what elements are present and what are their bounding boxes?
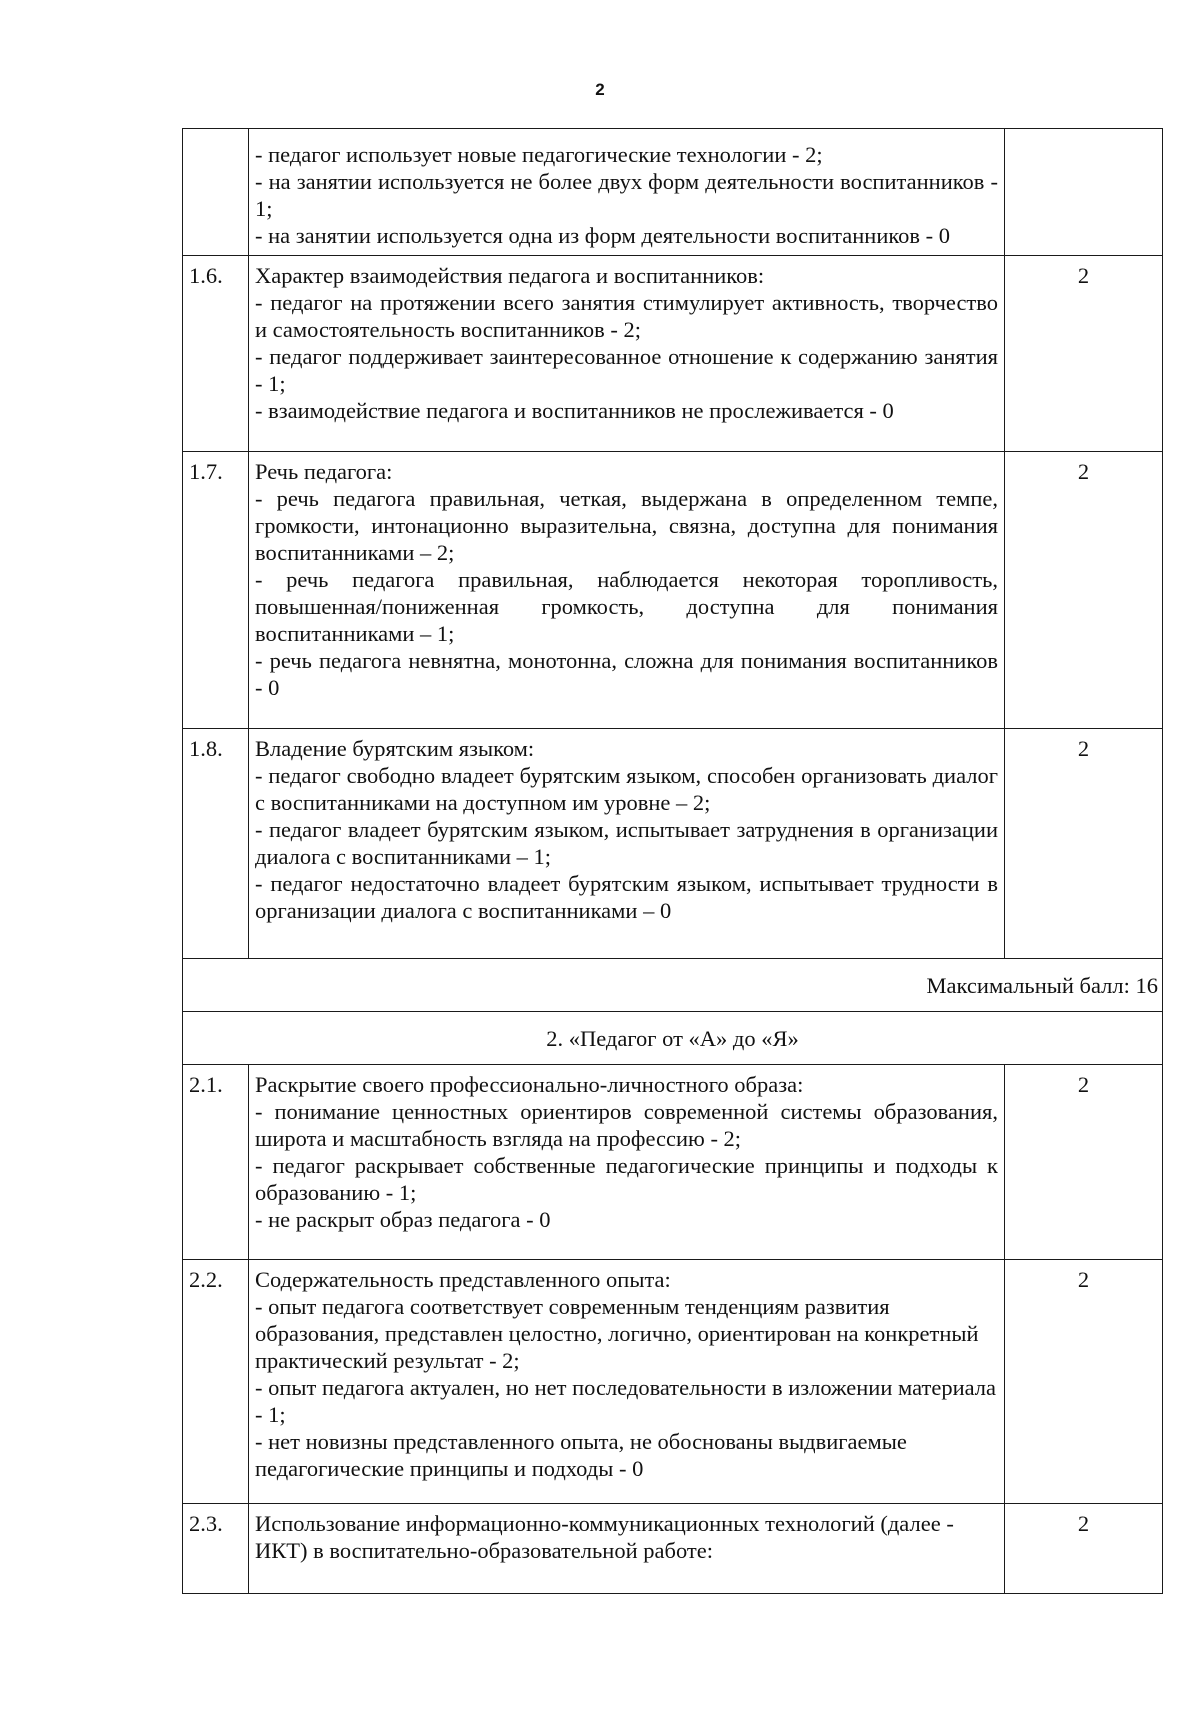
- table-row: [183, 452, 1163, 729]
- criteria-line: - опыт педагога актуален, но нет последовательности в изложении материала - 1;: [255, 1375, 997, 1427]
- max-score-row: [183, 959, 1163, 1012]
- max-score: Максимальный балл: 16: [183, 959, 1163, 1012]
- criteria-line: - взаимодействие педагога и воспитанников не прослеживается - 0: [255, 398, 894, 423]
- criteria-line: - нет новизны представленного опыта, не обоснованы выдвигаемые педагогические принципы и подходы - 0: [255, 1429, 907, 1481]
- criteria-title: Раскрытие своего профессионально-личностного образа:: [255, 1072, 804, 1097]
- row-criteria: [249, 256, 1005, 452]
- table-row: [183, 1065, 1163, 1260]
- criteria-line: - педагог свободно владеет бурятским языком, способен организовать диалог с воспитанниками на доступном им уровне – 2;: [255, 763, 998, 815]
- row-criteria: [249, 729, 1005, 959]
- criteria-line: - педагог поддерживает заинтересованное отношение к содержанию занятия - 1;: [255, 344, 998, 396]
- section-title: 2. «Педагог от «А» до «Я»: [183, 1012, 1163, 1065]
- criteria-line: - педагог недостаточно владеет бурятским языком, испытывает трудности в организации диалога с воспитанниками – 0: [255, 871, 998, 923]
- section-heading-row: [183, 1012, 1163, 1065]
- row-criteria: [249, 452, 1005, 729]
- criteria-line: - не раскрыт образ педагога - 0: [255, 1207, 551, 1232]
- criteria-line: - речь педагога правильная, четкая, выдержана в определенном темпе, громкости, интонационно выразительна, связна, доступна для понимания воспитанниками – 2;: [255, 486, 998, 565]
- criteria-line: - педагог на протяжении всего занятия стимулирует активность, творчество и самостоятельность воспитанников - 2;: [255, 290, 998, 342]
- row-number: 1.8.: [183, 729, 249, 959]
- row-number: [183, 129, 249, 256]
- criteria-line: - речь педагога невнятна, монотонна, сложна для понимания воспитанников - 0: [255, 648, 998, 700]
- table-row: [183, 256, 1163, 452]
- page-number: 2: [595, 80, 605, 99]
- row-number: 2.1.: [183, 1065, 249, 1260]
- criteria-title: Характер взаимодействия педагога и воспитанников:: [255, 263, 765, 288]
- criteria-line: - педагог раскрывает собственные педагогические принципы и подходы к образованию - 1;: [255, 1153, 998, 1205]
- row-score: 2: [1005, 729, 1163, 959]
- table-row: [183, 1504, 1163, 1594]
- row-criteria: [249, 129, 1005, 256]
- criteria-title: Речь педагога:: [255, 459, 393, 484]
- table-row: [183, 1260, 1163, 1504]
- criteria-line: - речь педагога правильная, наблюдается некоторая торопливость, повышенная/пониженная громкость, доступна для понимания воспитанниками – 1;: [255, 567, 998, 646]
- criteria-title: Владение бурятским языком:: [255, 736, 535, 761]
- criteria-line: - опыт педагога соответствует современным тенденциям развития образования, представлен целостно, логично, ориентирован на конкретный практический результат - 2;: [255, 1294, 979, 1373]
- row-score: 2: [1005, 1260, 1163, 1504]
- row-number: 2.2.: [183, 1260, 249, 1504]
- row-criteria: [249, 1065, 1005, 1260]
- row-criteria: [249, 1260, 1005, 1504]
- criteria-line: - педагог использует новые педагогические технологии - 2;: [255, 142, 823, 167]
- criteria-title: Содержательность представленного опыта:: [255, 1267, 671, 1292]
- row-score: 2: [1005, 452, 1163, 729]
- row-score: 2: [1005, 1504, 1163, 1594]
- row-number: 1.6.: [183, 256, 249, 452]
- row-criteria: [249, 1504, 1005, 1594]
- row-score: [1005, 129, 1163, 256]
- row-number: 1.7.: [183, 452, 249, 729]
- table-row: [183, 729, 1163, 959]
- row-score: 2: [1005, 1065, 1163, 1260]
- criteria-table: [182, 128, 1163, 1594]
- criteria-line: - понимание ценностных ориентиров современной системы образования, широта и масштабность взгляда на профессию - 2;: [255, 1099, 998, 1151]
- criteria-line: - на занятии используется одна из форм деятельности воспитанников - 0: [255, 223, 951, 248]
- criteria-line: - на занятии используется не более двух форм деятельности воспитанников - 1;: [255, 169, 998, 221]
- criteria-line: - педагог владеет бурятским языком, испытывает затруднения в организации диалога с воспитанниками – 1;: [255, 817, 998, 869]
- row-number: 2.3.: [183, 1504, 249, 1594]
- table-row: [183, 129, 1163, 256]
- row-score: 2: [1005, 256, 1163, 452]
- criteria-title: Использование информационно-коммуникационных технологий (далее - ИКТ) в воспитательно-образовательной работе:: [255, 1511, 954, 1563]
